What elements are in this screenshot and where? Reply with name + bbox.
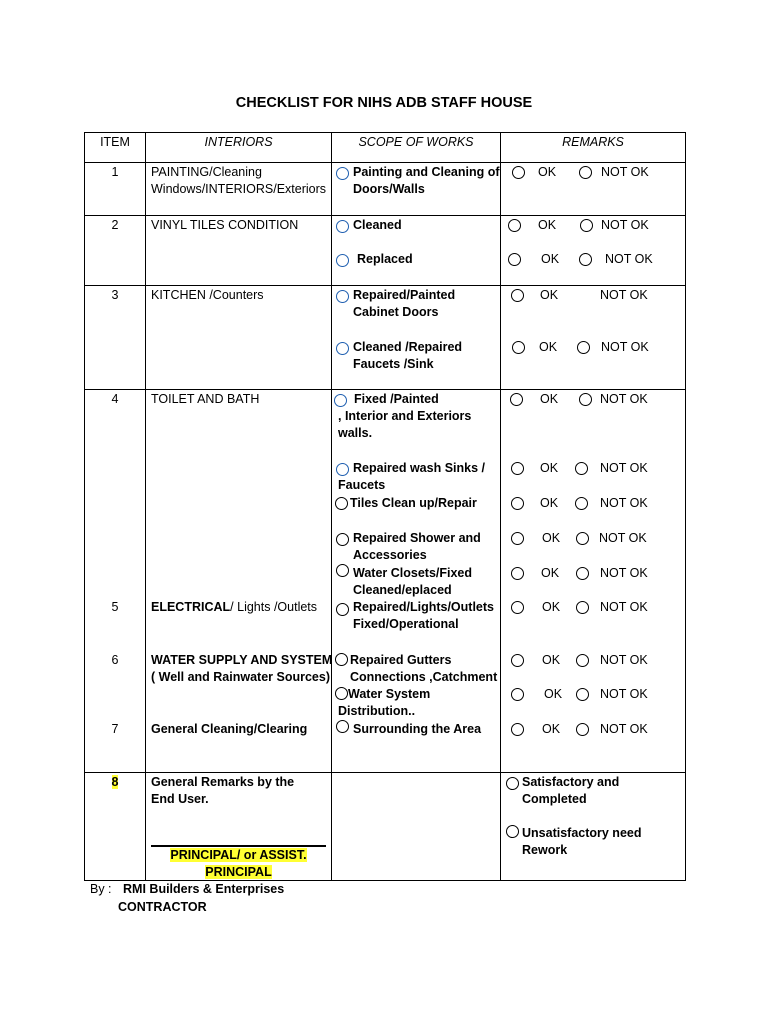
item-number: 5 — [111, 600, 119, 614]
not-ok-label: NOT OK — [601, 340, 649, 354]
ok-checkbox[interactable] — [512, 341, 525, 354]
item-number: 3 — [111, 288, 119, 302]
interiors-cell: General Cleaning/Clearing — [151, 722, 308, 736]
table-border-left — [84, 132, 85, 881]
scope-line: Water Closets/Fixed — [353, 566, 473, 580]
not-ok-checkbox[interactable] — [576, 723, 589, 736]
unsatisfactory-label — [522, 825, 641, 859]
scope-line: Distribution.. — [338, 704, 416, 718]
scope-line: Faucets /Sink — [353, 357, 434, 371]
not-ok-checkbox[interactable] — [580, 219, 593, 232]
ok-checkbox[interactable] — [512, 166, 525, 179]
not-ok-label: NOT OK — [599, 531, 647, 545]
scope-text: Surrounding the Area — [353, 722, 482, 736]
not-ok-label: NOT OK — [600, 600, 648, 614]
column-header-scope: SCOPE OF WORKS — [358, 135, 474, 149]
ok-checkbox[interactable] — [511, 497, 524, 510]
interiors-cell — [151, 774, 294, 808]
ok-label: OK — [542, 600, 561, 614]
scope-text — [353, 339, 462, 373]
ok-checkbox[interactable] — [511, 462, 524, 475]
scope-line: Cleaned /Repaired — [353, 340, 463, 354]
not-ok-checkbox[interactable] — [576, 688, 589, 701]
scope-line: Doors/Walls — [353, 182, 425, 196]
interiors-bold: ELECTRICAL — [151, 600, 231, 614]
ok-label: OK — [539, 340, 558, 354]
not-ok-checkbox[interactable] — [576, 601, 589, 614]
scope-checkbox[interactable] — [335, 497, 348, 510]
item-number: 2 — [111, 218, 119, 232]
ok-checkbox[interactable] — [511, 532, 524, 545]
item-number — [85, 774, 145, 791]
not-ok-label: NOT OK — [601, 218, 649, 232]
not-ok-checkbox[interactable] — [577, 341, 590, 354]
item-number: 4 — [111, 392, 119, 406]
scope-line: Cleaned/eplaced — [353, 583, 452, 597]
interiors-cell: KITCHEN /Counters — [151, 288, 264, 302]
signature-line-1: PRINCIPAL/ or ASSIST. — [170, 848, 307, 862]
scope-text — [338, 460, 485, 494]
not-ok-checkbox[interactable] — [579, 253, 592, 266]
column-header-remarks: REMARKS — [562, 135, 624, 149]
scope-checkbox[interactable] — [335, 653, 348, 666]
scope-line: Fixed /Painted — [354, 392, 439, 406]
interiors-line: ( Well and Rainwater Sources) — [151, 670, 330, 684]
footer-by — [90, 881, 284, 898]
interiors-line: End User. — [151, 792, 209, 806]
ok-label: OK — [542, 531, 561, 545]
item-number: 1 — [111, 165, 119, 179]
option-line: Completed — [522, 792, 587, 806]
table-border-top — [84, 132, 686, 133]
ok-checkbox[interactable] — [511, 723, 524, 736]
interiors-line: Windows/INTERIORS/Exteriors — [151, 182, 327, 196]
table-border-right — [685, 132, 686, 881]
column-divider — [331, 132, 332, 881]
not-ok-label: NOT OK — [600, 566, 648, 580]
scope-text — [353, 530, 481, 564]
not-ok-checkbox[interactable] — [576, 654, 589, 667]
signature-line-2: PRINCIPAL — [205, 865, 272, 879]
scope-checkbox[interactable] — [336, 533, 349, 546]
ok-checkbox[interactable] — [508, 219, 521, 232]
scope-line: Accessories — [353, 548, 427, 562]
row-divider — [84, 285, 686, 286]
scope-text: Replaced — [357, 252, 413, 266]
scope-text — [353, 164, 500, 198]
ok-label: OK — [542, 722, 561, 736]
unsatisfactory-checkbox[interactable] — [506, 825, 519, 838]
signature-label — [146, 847, 331, 881]
not-ok-label: NOT OK — [600, 722, 648, 736]
scope-line: Water System — [348, 687, 431, 701]
scope-checkbox[interactable] — [336, 564, 349, 577]
ok-label: OK — [540, 496, 559, 510]
column-header-item: ITEM — [100, 135, 130, 149]
scope-line: , Interior and Exteriors — [338, 409, 472, 423]
ok-checkbox[interactable] — [511, 688, 524, 701]
option-line: Satisfactory and — [522, 775, 620, 789]
ok-label: OK — [541, 252, 560, 266]
option-line: Rework — [522, 843, 568, 857]
scope-line: Repaired wash Sinks / — [353, 461, 485, 475]
column-divider — [500, 132, 501, 881]
scope-checkbox[interactable] — [336, 167, 349, 180]
company-name: RMI Builders & Enterprises — [123, 882, 285, 896]
column-divider — [145, 132, 146, 881]
not-ok-checkbox[interactable] — [579, 166, 592, 179]
ok-checkbox[interactable] — [510, 393, 523, 406]
ok-label: OK — [538, 165, 557, 179]
not-ok-label: NOT OK — [600, 653, 648, 667]
scope-checkbox[interactable] — [336, 220, 349, 233]
scope-line: Fixed/Operational — [353, 617, 459, 631]
not-ok-checkbox[interactable] — [576, 567, 589, 580]
not-ok-checkbox[interactable] — [579, 393, 592, 406]
scope-line: Painting and Cleaning of — [353, 165, 500, 179]
scope-line: Cabinet Doors — [353, 305, 439, 319]
table-header-divider — [84, 162, 686, 163]
scope-checkbox[interactable] — [336, 342, 349, 355]
interiors-rest: / Lights /Outlets — [230, 600, 318, 614]
scope-line: Repaired/Painted — [353, 288, 456, 302]
satisfactory-label — [522, 774, 619, 808]
scope-line: Repaired Gutters — [350, 653, 452, 667]
ok-label: OK — [542, 653, 561, 667]
option-line: Unsatisfactory need — [522, 826, 642, 840]
scope-checkbox[interactable] — [336, 720, 349, 733]
scope-checkbox[interactable] — [336, 254, 349, 267]
ok-label: OK — [540, 392, 559, 406]
scope-checkbox[interactable] — [336, 603, 349, 616]
not-ok-label: NOT OK — [600, 288, 648, 302]
scope-text — [353, 565, 472, 599]
ok-checkbox[interactable] — [511, 601, 524, 614]
not-ok-checkbox[interactable] — [576, 532, 589, 545]
scope-text — [353, 599, 494, 633]
by-label: By : — [90, 882, 112, 896]
ok-label: OK — [538, 218, 557, 232]
ok-label: OK — [540, 461, 559, 475]
not-ok-label: NOT OK — [600, 461, 648, 475]
scope-line: Faucets — [338, 478, 386, 492]
item-number: 7 — [111, 722, 119, 736]
highlighted-number: 8 — [111, 775, 119, 789]
not-ok-label: NOT OK — [605, 252, 653, 266]
ok-checkbox[interactable] — [511, 289, 524, 302]
interiors-cell: VINYL TILES CONDITION — [151, 218, 299, 232]
scope-text: Cleaned — [353, 218, 402, 232]
ok-checkbox[interactable] — [508, 253, 521, 266]
satisfactory-checkbox[interactable] — [506, 777, 519, 790]
scope-text — [350, 652, 497, 686]
not-ok-checkbox[interactable] — [575, 497, 588, 510]
ok-label: OK — [544, 687, 563, 701]
contractor-label: CONTRACTOR — [118, 900, 207, 914]
page-title: CHECKLIST FOR NIHS ADB STAFF HOUSE — [235, 95, 533, 111]
ok-label: OK — [540, 288, 559, 302]
interiors-line: WATER SUPPLY AND SYSTEM — [151, 653, 333, 667]
column-header-interiors: INTERIORS — [204, 135, 273, 149]
scope-line: Repaired/Lights/Outlets — [353, 600, 494, 614]
item-number: 6 — [111, 653, 119, 667]
interiors-cell — [151, 599, 317, 616]
not-ok-label: NOT OK — [600, 392, 648, 406]
not-ok-label: NOT OK — [600, 687, 648, 701]
ok-checkbox[interactable] — [511, 567, 524, 580]
scope-text — [338, 686, 430, 720]
scope-text: Tiles Clean up/Repair — [350, 496, 477, 510]
interiors-line: PAINTING/Cleaning — [151, 165, 262, 179]
row-divider — [84, 215, 686, 216]
interiors-line: General Remarks by the — [151, 775, 295, 789]
not-ok-label: NOT OK — [601, 165, 649, 179]
interiors-cell: TOILET AND BATH — [151, 392, 260, 406]
scope-line: Repaired Shower and — [353, 531, 481, 545]
ok-checkbox[interactable] — [511, 654, 524, 667]
row-divider — [84, 389, 686, 390]
scope-text — [353, 287, 455, 321]
interiors-cell — [151, 652, 332, 686]
scope-line: walls. — [338, 426, 373, 440]
scope-line: Connections ,Catchment — [350, 670, 498, 684]
not-ok-checkbox[interactable] — [575, 462, 588, 475]
interiors-cell — [151, 164, 326, 198]
not-ok-label: NOT OK — [600, 496, 648, 510]
row-divider — [84, 772, 686, 773]
scope-checkbox[interactable] — [336, 290, 349, 303]
ok-label: OK — [541, 566, 560, 580]
scope-text — [338, 391, 471, 442]
